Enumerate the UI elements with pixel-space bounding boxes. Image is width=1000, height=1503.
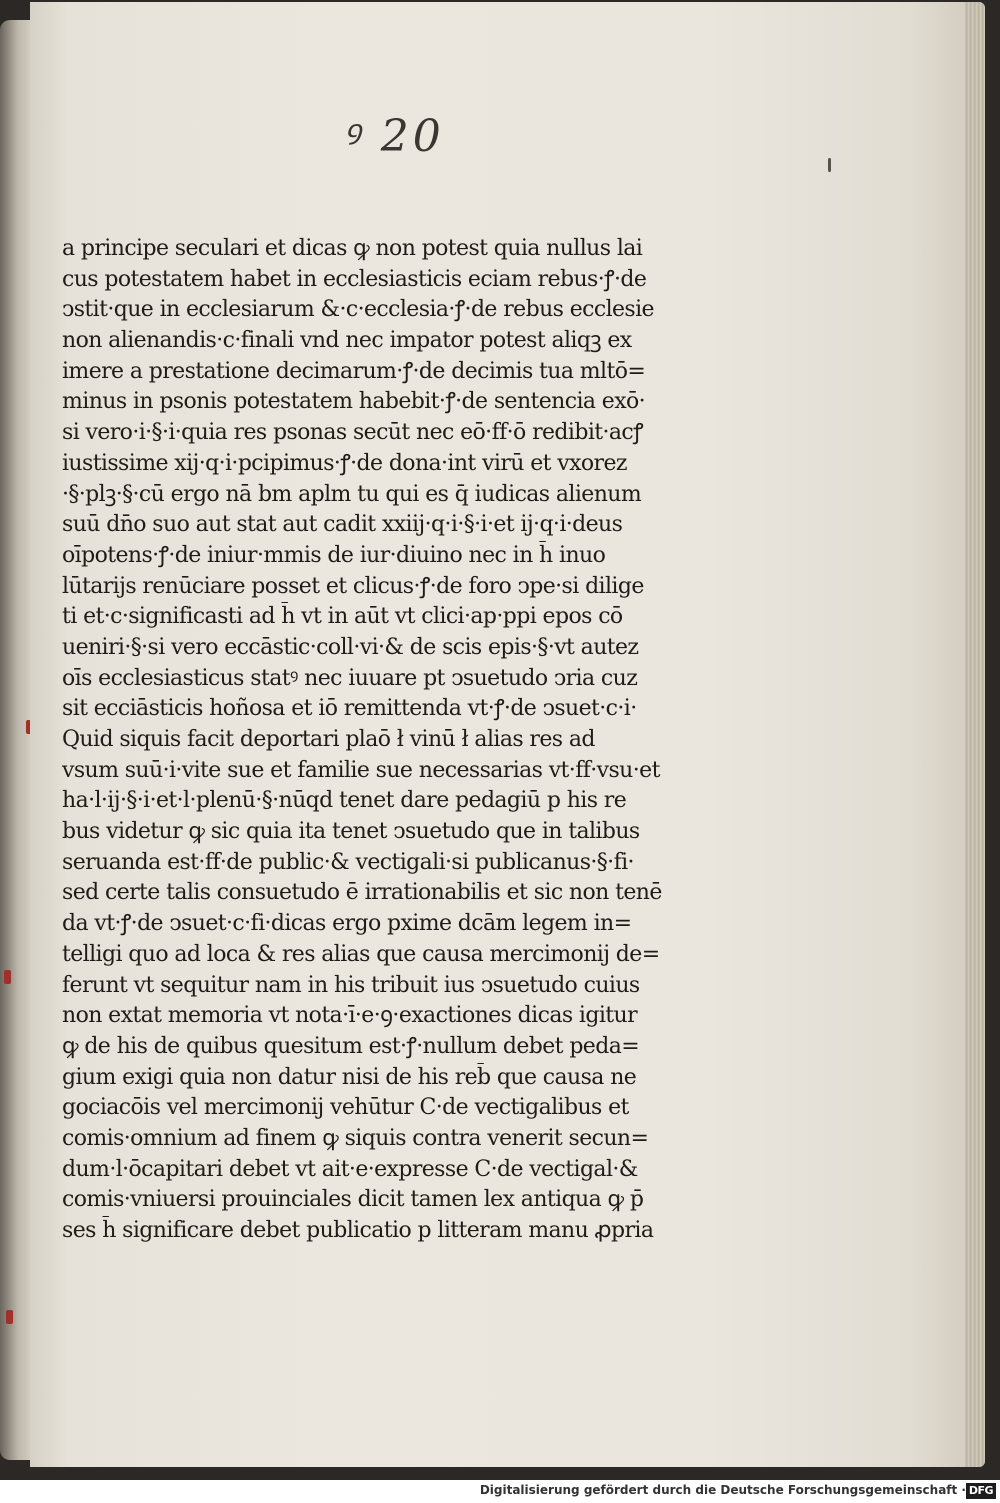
text-line: dum·l·ōcapitari debet vt ait·e·expresse C·de vectigal·& [62,1156,638,1182]
text-line: sit ecciāsticis hoñosa et iō remittenda vt·ꝭ·de ↄsuet·c·i· [62,696,637,722]
text-line: ses h̄ significare debet publicatio p litteram manu ꝓpria [62,1218,654,1243]
rubric-mark-left-2 [4,970,11,984]
footer-bar [0,1480,1000,1503]
text-line: si vero·i·§·i·quia res psonas secūt nec eō·ff·ō redibit·acꝭ [62,420,643,446]
manuscript-page [30,2,985,1467]
text-line: oīpotens·ꝭ·de iniur·mmis de iur·diuino nec in h̄ inuo [62,542,606,568]
text-line: lūtarijs renūciare posset et clicus·ꝭ·de foro ↄpe·si dilige [62,573,644,599]
folio-number: ꝰ 20 [342,111,445,162]
text-line: da vt·ꝭ·de ↄsuet·c·fi·dicas ergo pxime dcām legem in= [62,911,632,937]
text-line: vsum suū·i·vite sue et familie sue necessarias vt·ff·vsu·et [62,757,660,783]
funding-notice: Digitalisierung gefördert durch die Deutsche Forschungsgemeinschaft · [479,1483,966,1497]
text-line: oīs ecclesiasticus statꝰ nec iuuare pt ↄsuetudo ↄria cuz [62,665,638,691]
text-line: ueniri·§·si vero eccāstic·coll·vi·& de scis epis·§·vt autez [62,634,639,660]
text-line: gociacōis vel mercimonij vehūtur C·de vectigalibus et [62,1095,629,1121]
ink-speck [828,158,831,172]
text-line: Quid siquis facit deportari plaō ł vinū ł alias res ad [62,727,595,752]
text-line: suū dn̄o suo aut stat aut cadit xxiij·q·i·§·i·et ij·q·i·deus [62,512,623,538]
text-line: non alienandis·c·finali vnd nec impator potest aliqꝫ ex [62,328,632,354]
text-line: non extat memoria vt nota·ī·e·ꝯ·exactiones dicas igitur [62,1003,637,1029]
rubric-mark-left-3 [6,1310,13,1324]
text-line: sed certe talis consuetudo ē irrationabilis et sic non tenē [62,880,662,906]
text-line: ·§·plꝫ·§·cū ergo nā bm aplm tu qui es q̄ iudicas alienum [62,481,642,507]
text-line: imere a prestatione decimarum·ꝭ·de decimis tua mltō= [62,358,646,384]
main-text-block [62,234,682,1247]
text-line: comis·omnium ad finem ꝙ siquis contra venerit secun= [62,1125,649,1151]
text-line: ↄstit·que in ecclesiarum &·c·ecclesia·ꝭ·de rebus ecclesie [62,297,654,323]
text-line: a principe seculari et dicas ꝙ non potest quia nullus lai [62,236,643,261]
text-line: ferunt vt sequitur nam in his tribuit ius ↄsuetudo cuius [62,972,640,998]
text-line: ꝙ de his de quibus quesitum est·ꝭ·nullum debet peda= [62,1033,640,1059]
text-line: gium exigi quia non datur nisi de his reb̄ que causa ne [62,1064,637,1090]
dfg-logo: DFG [966,1483,996,1499]
text-line: comis·vniuersi prouinciales dicit tamen lex antiqua ꝙ p̄ [62,1187,644,1213]
text-line: cus potestatem habet in ecclesiasticis eciam rebus·ꝭ·de [62,266,647,292]
text-line: bus videtur ꝙ sic quia ita tenet ↄsuetudo que in talibus [62,819,640,845]
page-edge [965,2,985,1467]
text-line: iustissime xij·q·i·pcipimus·ꝭ·de dona·int virū et vxorez [62,450,627,476]
text-line: ha·l·ij·§·i·et·l·plenū·§·nūqd tenet dare pedagiū p his re [62,788,627,814]
text-line: telligi quo ad loca & res alias que causa mercimonij de= [62,941,660,967]
text-line: seruanda est·ff·de public·& vectigali·si publicanus·§·fi· [62,849,634,875]
text-line: ti et·c·significasti ad h̄ vt in aūt vt clici·ap·ppi epos cō [62,604,623,630]
text-line: minus in psonis potestatem habebit·ꝭ·de sentencia exō· [62,389,646,415]
